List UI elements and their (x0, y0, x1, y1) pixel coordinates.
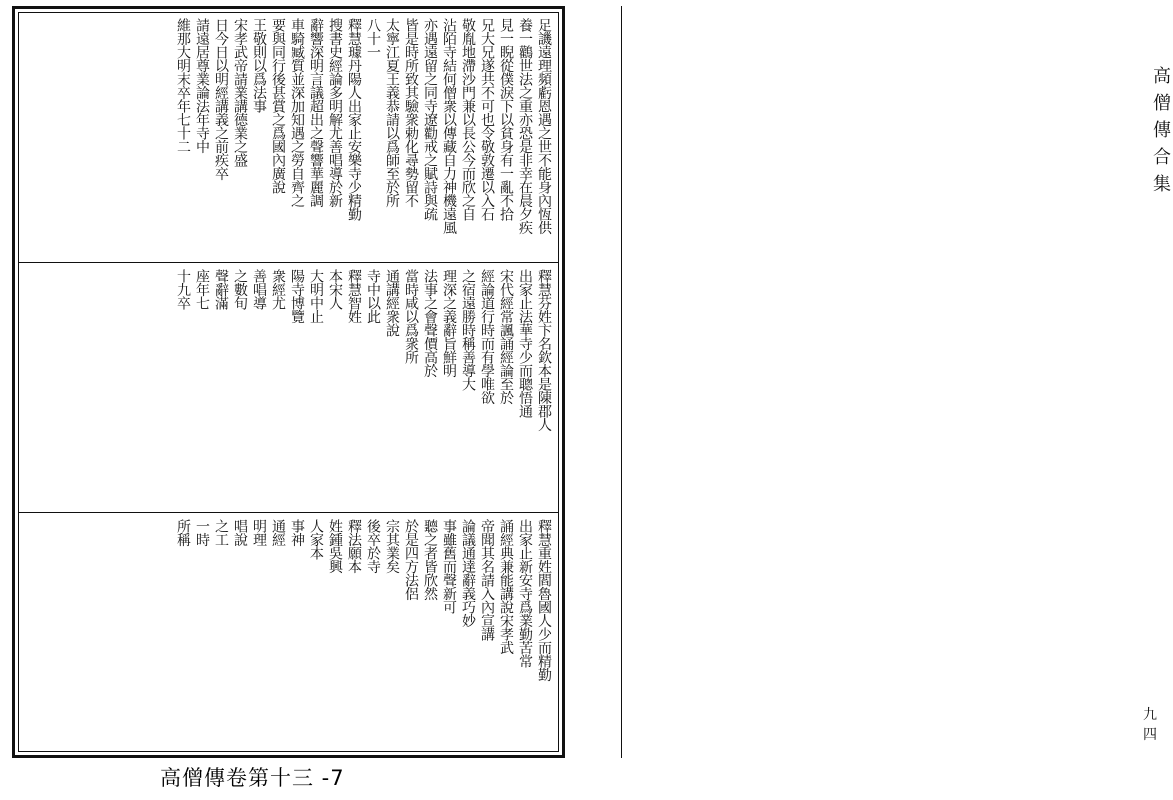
text-column: 見一睨從僕淚下以貧身有一亂不拾 (498, 18, 514, 221)
text-column: 亦遇遠留之同寺遼勸戒之賦詩與疏 (422, 18, 438, 221)
text-column: 釋慧璩丹陽人出家止安樂寺少精勤 (346, 18, 362, 221)
text-column: 事雖舊而聲新可 (441, 519, 457, 614)
text-column: 日今日以明經講義之前疾卒 (213, 18, 229, 180)
text-column: 聽之者皆欣然 (422, 519, 438, 600)
text-column: 辭響深明言議超出之聲響華麗調 (308, 18, 324, 207)
text-column: 事神 (289, 519, 305, 546)
text-column: 十九卒 (175, 269, 191, 310)
text-column: 本宋人 (327, 269, 343, 310)
text-column: 聲辭滿 (213, 269, 229, 310)
text-column: 通講經衆說 (384, 269, 400, 337)
text-column: 請遠居尊業論法年寺中 (194, 18, 210, 153)
text-column: 於是四方法侶 (403, 519, 419, 600)
text-column: 釋法願本 (346, 519, 362, 573)
margin-column (565, 6, 1171, 758)
text-column: 出家止法華寺少而聰悟通 (517, 269, 533, 418)
text-column: 王敬則以爲法事 (251, 18, 267, 113)
text-column: 後卒於寺 (365, 519, 381, 573)
text-column: 皆是時所致其驗衆勅化尋勢留不 (403, 18, 419, 207)
text-column: 衆經尤 (270, 269, 286, 310)
text-column: 維那大明末卒年七十二 (175, 18, 191, 153)
text-column: 寺中以此 (365, 269, 381, 323)
text-column: 唱說 (232, 519, 248, 546)
text-column: 論議通達辭義巧妙 (460, 519, 476, 627)
text-column: 帝聞其名請入內宣講 (479, 519, 495, 641)
text-column: 善唱導 (251, 269, 267, 310)
text-column: 搜書史經論多明解尤善唱導於新 (327, 18, 343, 207)
text-column: 通經 (270, 519, 286, 546)
text-column: 宗其業矣 (384, 519, 400, 573)
text-column: 明理 (251, 519, 267, 546)
text-column: 之數旬 (232, 269, 248, 310)
text-column: 法事之會聲價高於 (422, 269, 438, 377)
text-column: 釋慧芬姓卞名欽本是陳郡人 (536, 269, 552, 431)
page-number: 九四 (1143, 707, 1159, 743)
text-column: 一時 (194, 519, 210, 546)
text-column: 宋代經常諷誦經論至於 (498, 269, 514, 404)
text-column: 太寧江夏王義恭請以爲師至於所 (384, 18, 400, 207)
text-column: 誦經典兼能講說宋孝武 (498, 519, 514, 654)
page-caption: 高僧傳卷第十三 -7 (160, 766, 345, 790)
text-column: 當時咸以爲衆所 (403, 269, 419, 364)
text-columns (174, 519, 553, 747)
text-column: 理深之義辭旨鮮明 (441, 269, 457, 377)
text-column: 姓鍾吳興 (327, 519, 343, 573)
text-panel-middle (18, 262, 559, 511)
text-column: 沾陌寺結何僧衆以傳藏自力神機遠風 (441, 18, 457, 234)
book-title: 高僧傳合集 (1150, 66, 1171, 201)
text-column: 所稱 (175, 519, 191, 546)
text-column: 之宿遠勝時稱善導大 (460, 269, 476, 391)
text-column: 之工 (213, 519, 229, 546)
text-column: 釋慧重姓閻魯國人少而精勤 (536, 519, 552, 681)
text-column: 宋孝武帝請業講德業之盛 (232, 18, 248, 167)
text-column: 養一鸛世法之重亦恐是非幸在晨夕疾 (517, 18, 533, 234)
text-column: 八十一 (365, 18, 381, 59)
text-column: 出家止新安寺爲業勤苦常 (517, 519, 533, 668)
text-panel-bottom (18, 512, 559, 753)
text-column: 車騎臧質並深加知遇之勞自齊之 (289, 18, 305, 207)
text-columns (174, 269, 553, 505)
text-columns (174, 18, 553, 254)
text-column: 人家本 (308, 519, 324, 560)
text-column: 敬胤地滯沙門兼以長公今而欣之自 (460, 18, 476, 221)
text-column: 兄大兄遂共不可也令敬敦遷以入石 (479, 18, 495, 221)
text-column: 經論道行時而有學唯欲 (479, 269, 495, 404)
text-column: 大明中止 (308, 269, 324, 323)
text-column: 足譏遠理頻虧恩遇之世不能身內恆供 (536, 18, 552, 234)
text-column: 座年七 (194, 269, 210, 310)
text-column: 陽寺博覽 (289, 269, 305, 323)
text-panel-top (18, 12, 559, 260)
text-column: 釋慧智姓 (346, 269, 362, 323)
text-column: 要與同行後甚賞之爲國內廣說 (270, 18, 286, 194)
